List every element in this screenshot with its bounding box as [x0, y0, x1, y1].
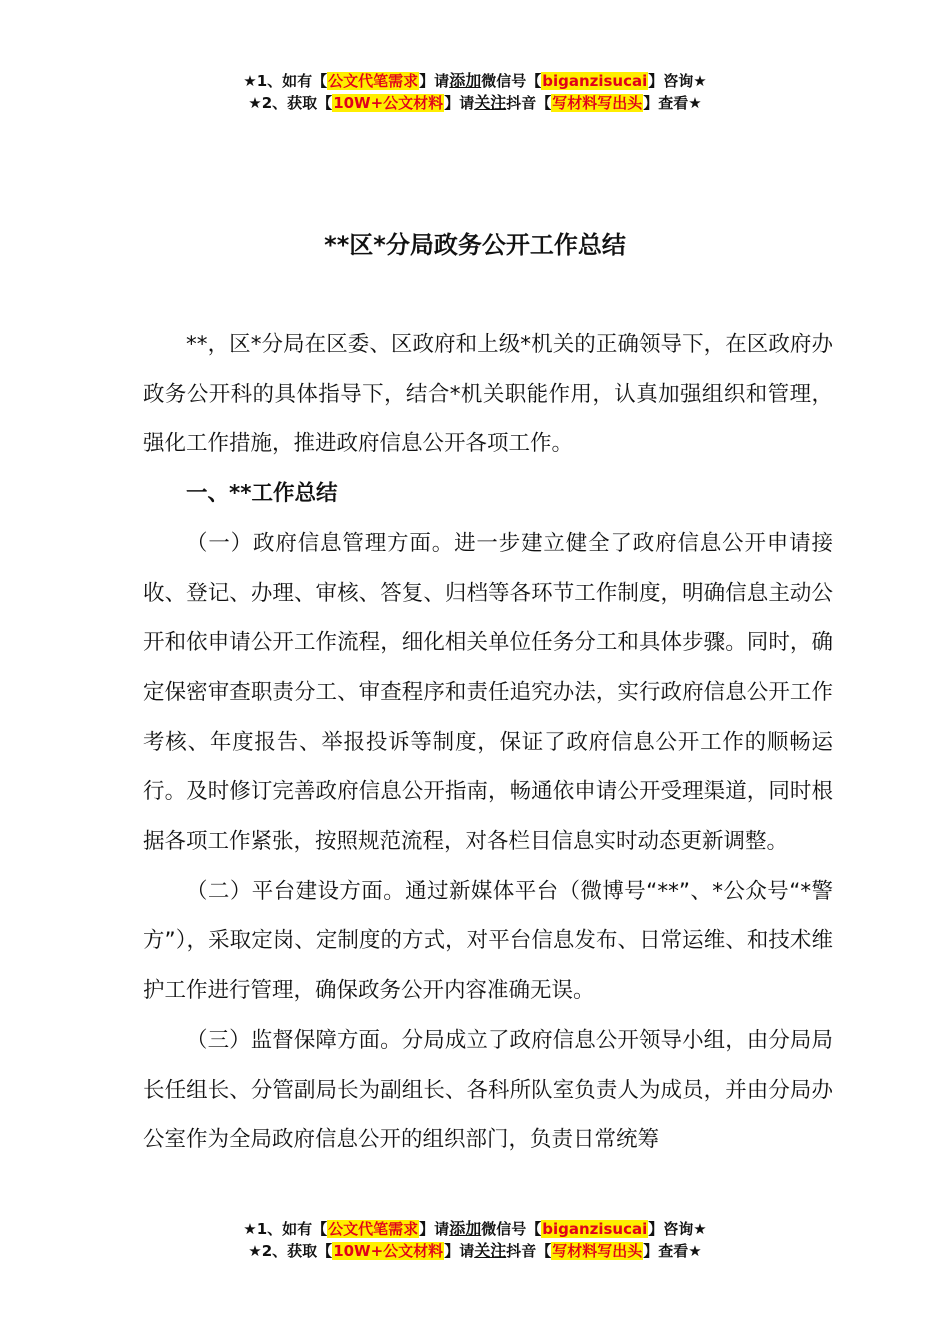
banner-text: 微信号【: [481, 1220, 542, 1238]
banner-text: 】请: [419, 72, 450, 90]
banner-text: 】查看★: [643, 1242, 702, 1260]
underlined-text: 添加: [449, 1219, 482, 1238]
banner-line-2: [0, 92, 950, 114]
section-heading: 一、**工作总结: [186, 481, 338, 507]
underlined-text: 关注: [474, 1241, 507, 1260]
highlight-service: 公文代笔需求: [328, 72, 419, 90]
highlight-materials: 10W+公文材料: [333, 1242, 444, 1260]
highlight-service: 公文代笔需求: [328, 1220, 419, 1238]
banner-text: ★2、获取【: [248, 1242, 333, 1260]
banner-text: 】咨询★: [648, 72, 707, 90]
banner-text: 微信号【: [481, 72, 542, 90]
banner-line-2: [0, 1240, 950, 1262]
document-body: [143, 320, 833, 1165]
footer-banner: [0, 1218, 950, 1262]
banner-text: 抖音【: [506, 1242, 552, 1260]
highlight-wechat-id: biganzisucai: [542, 72, 648, 90]
document-title: **区*分局政务公开工作总结: [324, 231, 626, 259]
banner-text: ★1、如有【: [243, 1220, 328, 1238]
highlight-wechat-id: biganzisucai: [542, 1220, 648, 1238]
banner-text: 】请: [444, 1242, 475, 1260]
highlight-materials: 10W+公文材料: [333, 94, 444, 112]
intro-paragraph: **，区*分局在区委、区政府和上级*机关的正确领导下，在区政府办政务公开科的具体指导下，结合*机关职能作用，认真加强组织和管理，强化工作措施，推进政府信息公开各项工作。: [143, 332, 833, 457]
banner-text: 抖音【: [506, 94, 552, 112]
banner-line-1: [0, 70, 950, 92]
body-paragraph: （二）平台建设方面。通过新媒体平台（微博号“**”、*公众号“*警方”），采取定岗、定制度的方式，对平台信息发布、日常运维、和技术维护工作进行管理，确保政务公开内容准确无误。: [143, 878, 833, 1004]
banner-line-1: [0, 1218, 950, 1240]
header-banner: [0, 70, 950, 114]
body-paragraph: （一）政府信息管理方面。进一步建立健全了政府信息公开申请接收、登记、办理、审核、答复、归档等各环节工作制度，明确信息主动公开和依申请公开工作流程，细化相关单位任务分工和具体步骤。同时，确定保密审查职责分工、审查程序和责任追究办法，实行政府信息公开工作考核、年度报告、举报投诉等制度，保证了政府信息公开工作的顺畅运行。及时修订完善政府信息公开指南，畅通依申请公开受理渠道，同时根据各项工作紧张，按照规范流程，对各栏目信息实时动态更新调整。: [143, 530, 833, 855]
banner-text: 】咨询★: [648, 1220, 707, 1238]
underlined-text: 添加: [449, 71, 482, 90]
banner-text: 】请: [419, 1220, 450, 1238]
underlined-text: 关注: [474, 93, 507, 112]
banner-text: ★1、如有【: [243, 72, 328, 90]
banner-text: 】查看★: [643, 94, 702, 112]
body-paragraph: （三）监督保障方面。分局成立了政府信息公开领导小组，由分局局长任组长、分管副局长为副组长、各科所队室负责人为成员，并由分局办公室作为全局政府信息公开的组织部门，负责日常统筹: [143, 1027, 833, 1153]
highlight-douyin-id: 写材料写出头: [552, 94, 643, 112]
highlight-douyin-id: 写材料写出头: [552, 1242, 643, 1260]
banner-text: ★2、获取【: [248, 94, 333, 112]
banner-text: 】请: [444, 94, 475, 112]
